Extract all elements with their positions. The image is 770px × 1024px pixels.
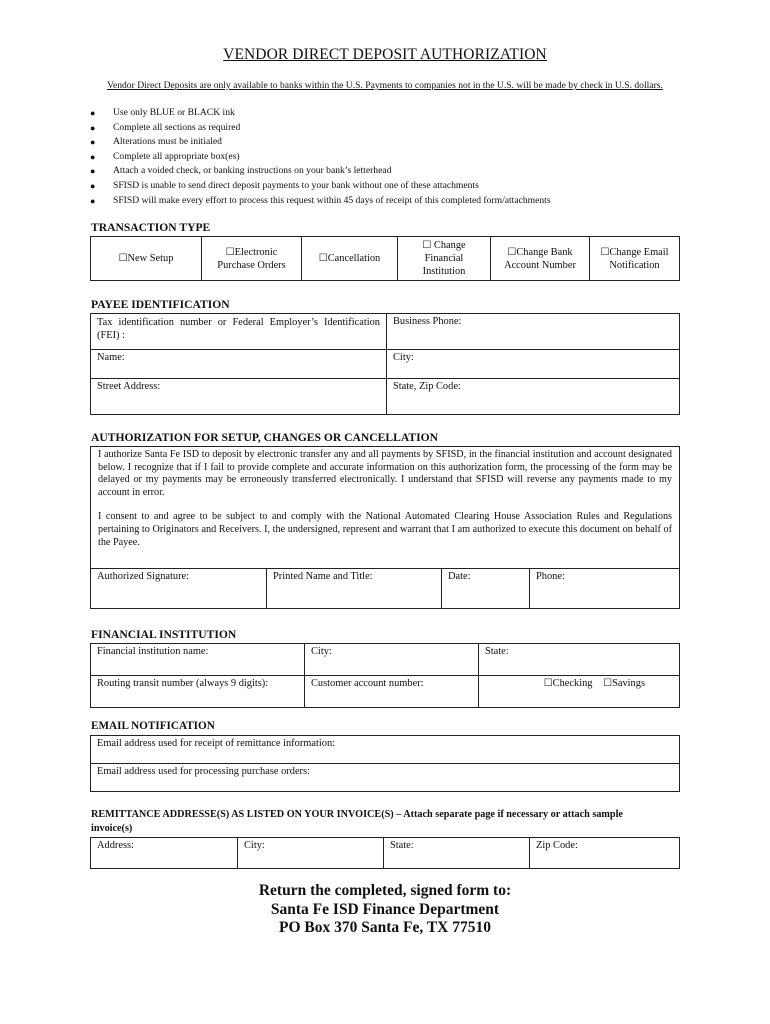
department-line: Santa Fe ISD Finance Department xyxy=(270,900,500,918)
return-instructions xyxy=(0,882,770,938)
authorization-heading: AUTHORIZATION FOR SETUP, CHANGES OR CANCELLATION xyxy=(91,431,439,444)
bullet-icon: ● xyxy=(90,122,96,133)
list-item: ● SFISD is unable to send direct deposit payments to your bank without one of these attachments xyxy=(90,179,551,194)
address-line: PO Box 370 Santa Fe, TX 77510 xyxy=(279,919,491,936)
financial-table xyxy=(90,643,680,708)
checkbox-icon[interactable]: ☐ xyxy=(543,678,553,689)
tax-id-field[interactable]: Tax identification number or Federal Employer’s Identification (FEI) : xyxy=(91,314,387,350)
email-table xyxy=(90,735,680,792)
purchase-order-email-field[interactable]: Email address used for processing purchase orders: xyxy=(91,764,680,792)
institution-name-field[interactable]: Financial institution name: xyxy=(91,644,305,676)
list-item: ● Use only BLUE or BLACK ink xyxy=(90,106,551,121)
remittance-table xyxy=(90,837,680,869)
remittance-city-field[interactable]: City: xyxy=(238,838,384,869)
account-type-field xyxy=(479,676,680,708)
routing-number-field[interactable]: Routing transit number (always 9 digits): xyxy=(91,676,305,708)
cancellation-option[interactable]: ☐Cancellation xyxy=(302,237,398,281)
payee-table xyxy=(90,313,680,415)
us-banks-notice: Vendor Direct Deposits are only available to banks within the U.S. Payments to companies not in the U.S. will be made by check in U.S. dollars. xyxy=(107,80,663,91)
checkbox-icon[interactable]: ☐ xyxy=(603,678,613,689)
list-item: ● Alterations must be initialed xyxy=(90,135,551,150)
checkbox-icon[interactable]: ☐ xyxy=(422,240,432,251)
authorization-table xyxy=(90,446,680,609)
consent-paragraph: I consent to and agree to be subject to and comply with the National Automated Clearing House Association Rules and Regulations pertaining to Originators and Receivers. I, the undersigned, represent and warrant that I am authorized to execute this document on behalf of the Payee. xyxy=(98,511,672,548)
phone-field[interactable]: Phone: xyxy=(530,569,680,609)
bullet-icon: ● xyxy=(90,151,96,162)
form-title: VENDOR DIRECT DEPOSIT AUTHORIZATION xyxy=(223,46,547,63)
change-bank-option[interactable]: ☐Change Bank Account Number xyxy=(491,237,590,281)
printed-name-field[interactable]: Printed Name and Title: xyxy=(267,569,442,609)
name-field[interactable]: Name: xyxy=(91,350,387,379)
remittance-state-field[interactable]: State: xyxy=(384,838,530,869)
new-setup-option[interactable]: ☐New Setup xyxy=(91,237,202,281)
date-field[interactable]: Date: xyxy=(442,569,530,609)
bullet-icon: ● xyxy=(90,166,96,177)
bullet-icon: ● xyxy=(90,195,96,206)
institution-city-field[interactable]: City: xyxy=(305,644,479,676)
checkbox-icon[interactable]: ☐ xyxy=(600,246,610,258)
payee-identification-heading: PAYEE IDENTIFICATION xyxy=(91,298,230,311)
street-address-field[interactable]: Street Address: xyxy=(91,379,387,415)
change-email-option[interactable]: ☐Change Email Notification xyxy=(590,237,680,281)
list-item: ● SFISD will make every effort to process this request within 45 days of receipt of this completed form/attachments xyxy=(90,194,551,209)
change-fi-option[interactable]: ☐ Change Financial Institution xyxy=(398,237,491,281)
checkbox-icon[interactable]: ☐ xyxy=(118,253,128,264)
bullet-icon: ● xyxy=(90,108,96,118)
authorization-paragraph: I authorize Santa Fe ISD to deposit by electronic transfer any and all payments by SFISD, in the financial institution and account designated below. I recognize that if I fail to provide complete and accurate information on this authorization form, the processing of the form may be delayed or my payments may be erroneously transferred electronically. I understand that SFISD will reverse any payments made to my account in error. xyxy=(98,449,672,498)
remittance-email-field[interactable]: Email address used for receipt of remittance information: xyxy=(91,736,680,764)
savings-option[interactable]: ☐Savings xyxy=(603,678,645,689)
list-item: ● Complete all appropriate box(es) xyxy=(90,150,551,165)
checking-option[interactable]: ☐Checking xyxy=(543,678,593,689)
account-number-field[interactable]: Customer account number: xyxy=(305,676,479,708)
email-notification-heading: EMAIL NOTIFICATION xyxy=(91,720,215,732)
authorized-signature-field[interactable]: Authorized Signature: xyxy=(91,569,267,609)
remittance-heading: REMITTANCE ADDRESSE(S) AS LISTED ON YOUR INVOICE(S) – Attach separate page if necessary or attach sample invoice(s) xyxy=(91,809,623,834)
transaction-type-heading: TRANSACTION TYPE xyxy=(91,221,211,234)
list-item: ● Complete all sections as required xyxy=(90,121,551,136)
bullet-icon: ● xyxy=(90,137,96,148)
checkbox-icon[interactable]: ☐ xyxy=(318,253,328,264)
remittance-address-field[interactable]: Address: xyxy=(91,838,238,869)
checkbox-icon[interactable]: ☐ xyxy=(507,246,517,258)
state-zip-field[interactable]: State, Zip Code: xyxy=(387,379,680,415)
city-field[interactable]: City: xyxy=(387,350,680,379)
electronic-po-option[interactable]: ☐Electronic Purchase Orders xyxy=(202,237,302,281)
institution-state-field[interactable]: State: xyxy=(479,644,680,676)
transaction-type-table xyxy=(90,236,680,281)
bullet-icon: ● xyxy=(90,180,96,191)
financial-institution-heading: FINANCIAL INSTITUTION xyxy=(91,628,237,641)
checkbox-icon[interactable]: ☐ xyxy=(225,246,235,258)
return-line: Return the completed, signed form to: xyxy=(258,882,512,899)
instructions-list xyxy=(90,106,551,208)
remittance-zip-field[interactable]: Zip Code: xyxy=(530,838,680,869)
list-item: ● Attach a voided check, or banking instructions on your bank’s letterhead xyxy=(90,164,551,179)
authorization-text xyxy=(91,447,680,569)
business-phone-field[interactable]: Business Phone: xyxy=(387,314,680,350)
